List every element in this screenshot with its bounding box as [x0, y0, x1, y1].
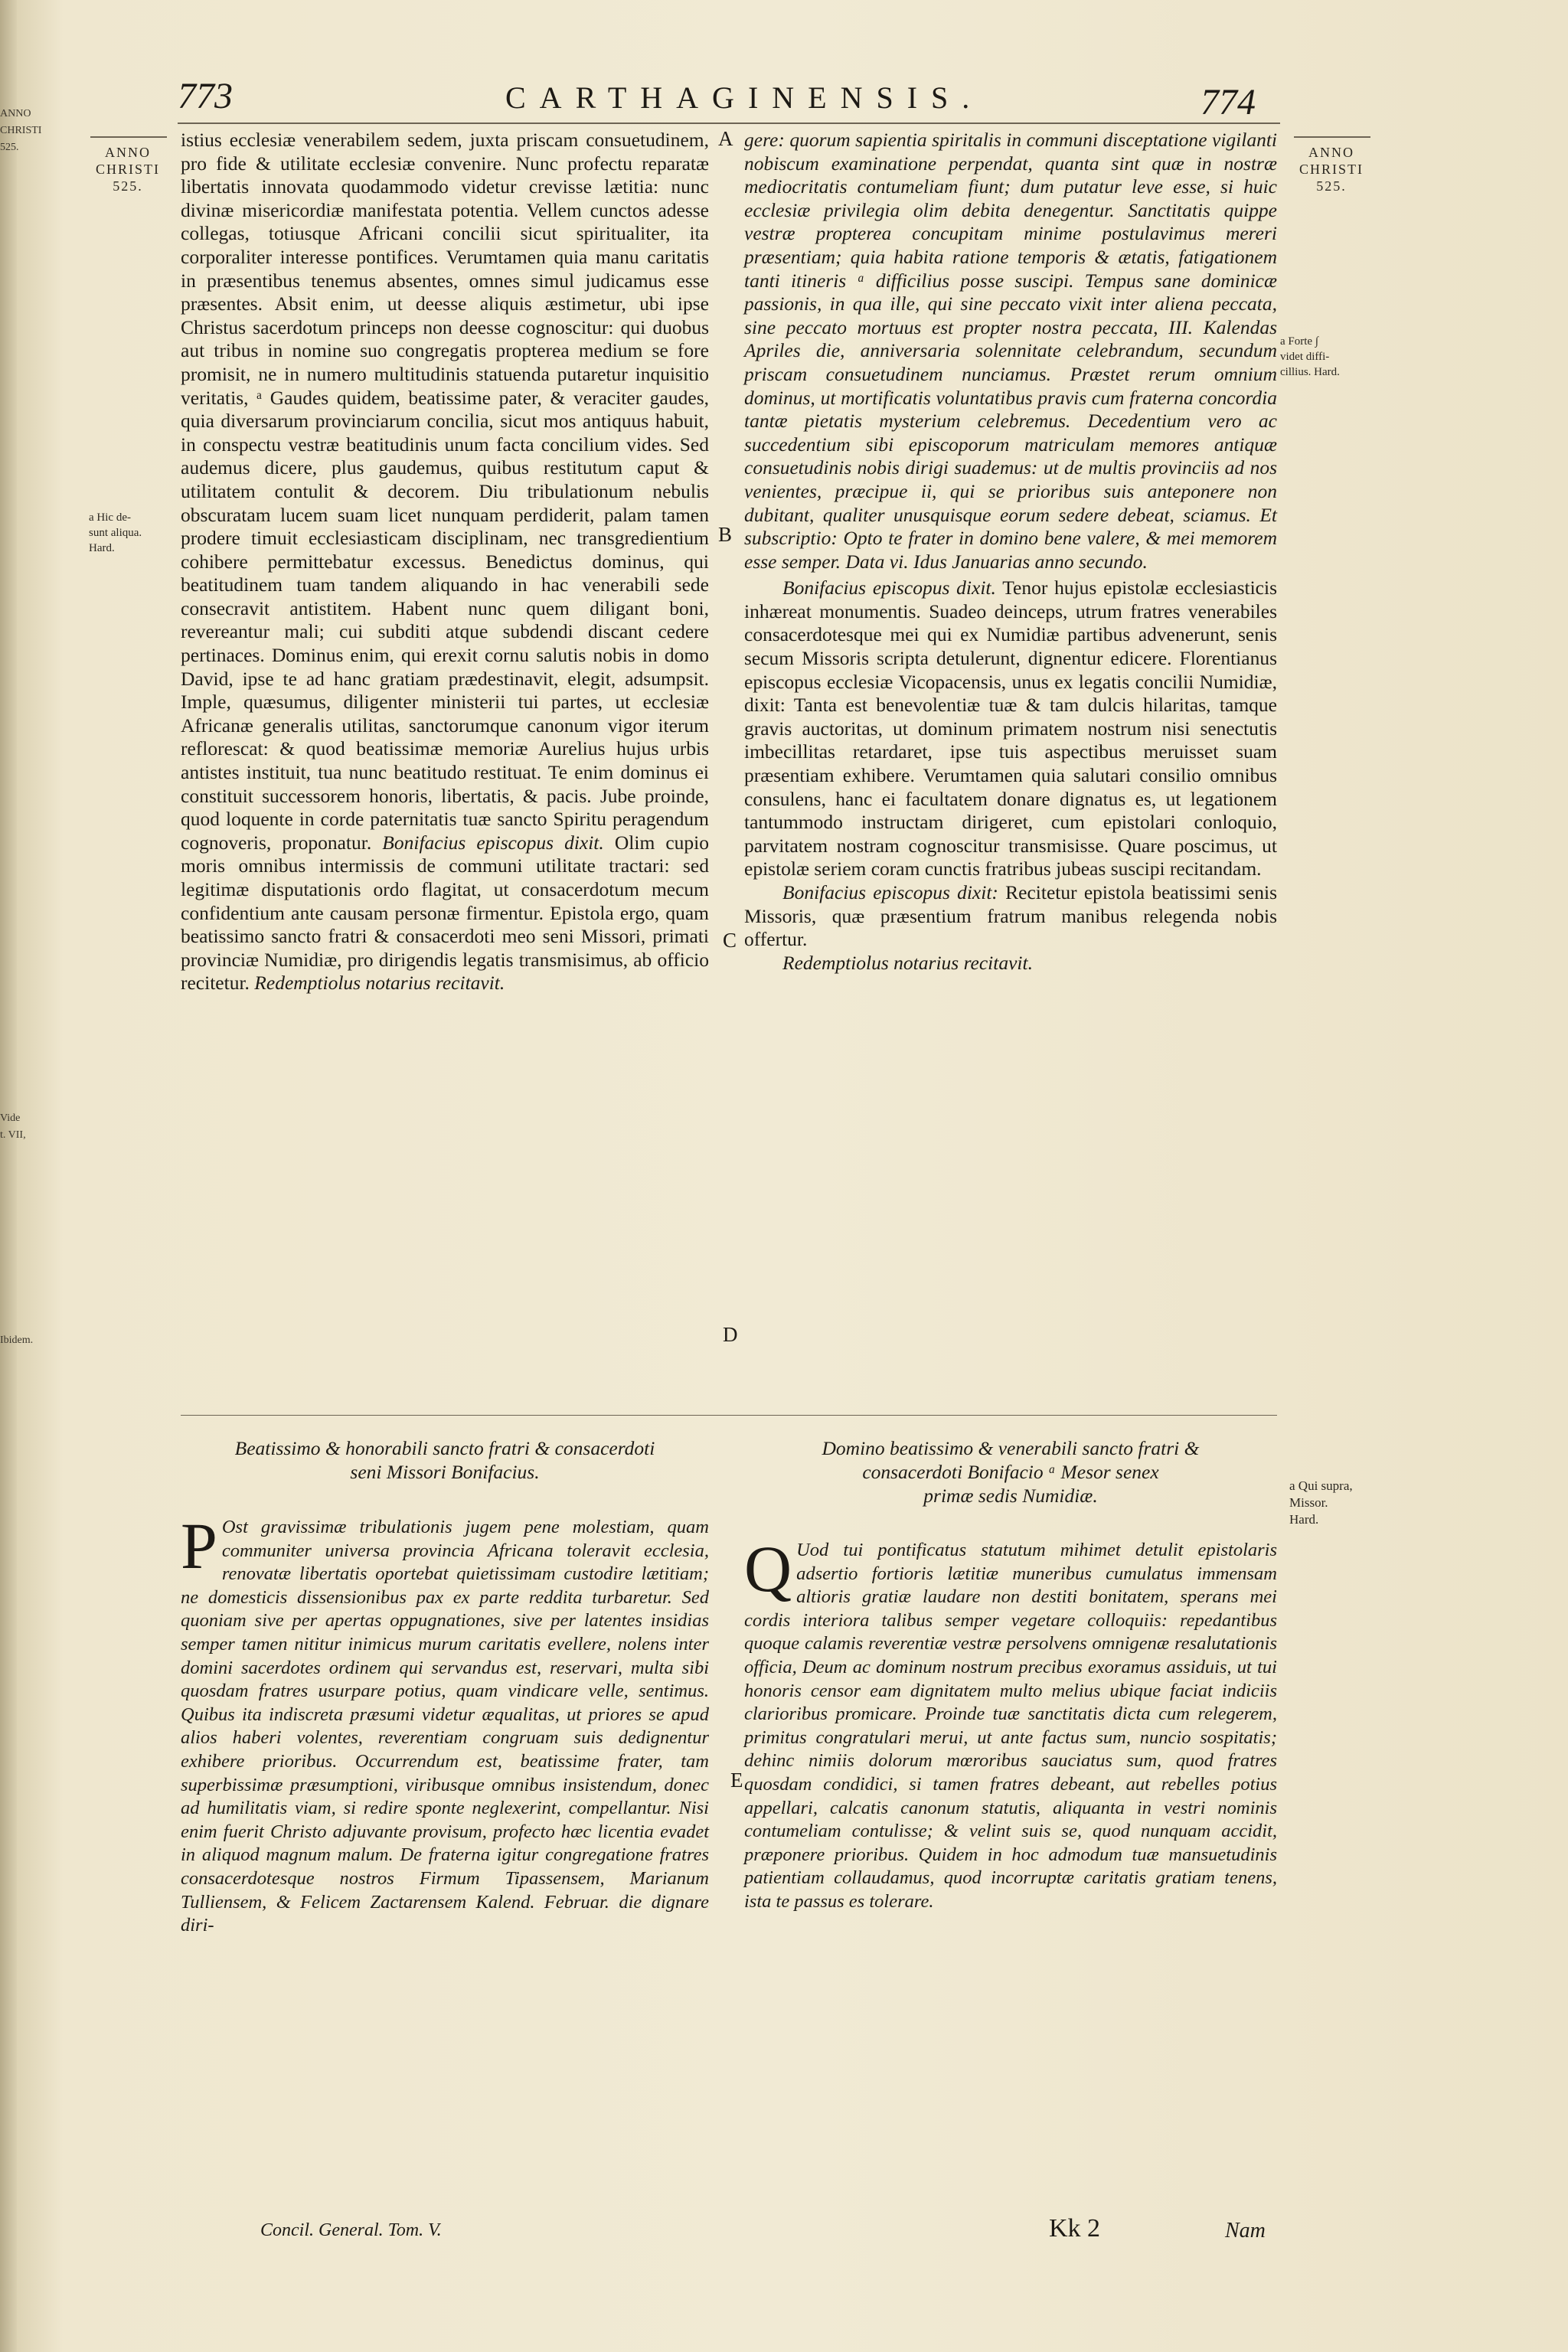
anno-right-year: 525.: [1316, 178, 1347, 194]
section-letter-a: A: [718, 127, 733, 150]
note-line: a Qui supra,: [1289, 1478, 1353, 1493]
running-title: CARTHAGINENSIS.: [505, 80, 984, 115]
prev-margin-year: 525.: [0, 142, 19, 153]
section-letter-e: E: [730, 1769, 743, 1792]
letter-left-heading: [181, 1436, 709, 1484]
divider-rule: [181, 1415, 1277, 1416]
letter-right: [744, 1532, 1277, 1914]
previous-page-margin: [0, 107, 42, 1351]
left-column: [181, 129, 709, 995]
right-column-text3: Recitetur epistola beatissimi senis Missoris, quæ præsentium fratrum manibus relegenda nobis offertur.: [744, 881, 1277, 951]
left-reader: Redemptiolus notarius recitavit.: [254, 972, 505, 995]
section-letter-c: C: [723, 929, 737, 952]
anno-right: [1289, 144, 1374, 194]
anno-left-year: 525.: [113, 178, 143, 194]
prev-margin-vide-ref: t. VII,: [0, 1129, 26, 1141]
note-line: Missor.: [1289, 1495, 1328, 1510]
right-reader: Redemptiolus notarius recitavit.: [782, 951, 1033, 974]
note-line: a Hic de-: [89, 511, 131, 524]
note-line: cillius. Hard.: [1280, 366, 1340, 378]
anno-right-christi: CHRISTI: [1298, 162, 1364, 177]
prev-margin-vide: Vide: [0, 1112, 21, 1124]
heading-line: Beatissimo & honorabili sancto fratri & consacerdoti: [234, 1437, 655, 1459]
page-number-left: 773: [178, 76, 233, 116]
right-speaker2: Bonifacius episcopus dixit:: [782, 881, 998, 903]
letter-left: [181, 1509, 709, 1938]
drop-cap-p: P: [181, 1509, 217, 1583]
note-line: sunt aliqua.: [89, 527, 142, 539]
prev-margin-christi: CHRISTI: [0, 125, 42, 136]
right-column-text: gere: quorum sapientia spiritalis in communi disceptatione vigilanti nobiscum examinatione perpendat, quanta sint quæ in nostræ mediocritatis contumeliam fiunt; dum putatur leve esse, si huic ecclesiæ privilegia olim debita denegentur. Sanctitatis quippe vestræ propterea concupitam minime postulavimus mereri præsentiam; quia habita ratione temporis & ætatis, fatigationem tanti itineris ᵃ difficilius posse suscipi. Tempus sane dominicæ passionis, in qua ille, qui sine peccato vixit inter aliena peccata, sine peccato mortuus est propter nostra peccata, III. Kalendas Apriles die, anniversaria solennitate celebrandum, secundum priscam consuetudinem nunciamus. Præstet rerum omnium dominus, ut mortificatis voluntatibus pravis cum fraterna concordia tantæ pietatis mysterium celebremus. Decedentium vero ac succedentium sibi episcoporum matriculam memores antiquæ consuetudinis nobis dirigi suademus: ut de multis provinciis ad nos venientes, præcipue ii, qui se prioribus suis anteponere non dubitant, qualiter unusquisque eorum sedere debeat, sciamus. Et subscriptio: Opto te frater in domino bene valere, & mei memorem esse semper. Data vi. Idus Januarias anno secundo.: [744, 129, 1277, 573]
right-speaker: Bonifacius episcopus dixit.: [782, 577, 996, 599]
letter-right-heading: [744, 1436, 1277, 1508]
heading-line: seni Missori Bonifacius.: [350, 1461, 540, 1483]
anno-left-christi: CHRISTI: [95, 162, 160, 177]
margin-note-forte: [1280, 334, 1372, 380]
right-column-text2: Tenor hujus epistolæ ecclesiasticis inhæreat monumentis. Suadeo deinceps, utrum fratres venerabiles consacerdotesque mei qui ex Numidiæ partibus advenerunt, senis secum Missoris scripta detulerunt, dignentur edicere. Florentianus episcopus ecclesiæ Vicopacensis, unus ex legatis concilii Numidiæ, dixit: Tanta est benevolentiæ tuæ & tam dulcis hilaritas, tamque gravis auctoritas, ut dominum primatem nostrum nisi senectutis imbecillitas retardaret, ipse tuis aspectibus meruisset suam præsentiam exhibere. Verumtamen quia salutari consilio omnibus consulens, hanc ei facultatem donare dignatus es, ut legationem tantummodo instructam dirigeret, cum epistolari conloquio, parvitatem nostram cognoscitur transmisisse. Quare poscimus, ut epistolæ seriem coram cunctis fratribus jubeas suscipi recitandam.: [744, 577, 1277, 880]
left-column-text: istius ecclesiæ venerabilem sedem, juxta priscam consuetudinem, pro fide & utilitate ecclesiæ convenire. Nunc profectu reparatæ libertatis innovata quodammodo videtur crevisse lætitia: nunc divinæ misericordiæ manifestata potentia. Vellem cunctos adesse collegas, totiusque Africani concilii sicut spiritualiter, ita corporaliter interesse pontifices. Verumtamen quia manu caritatis in præsentibus tenemus absentes, omnes simul judicamus esse præsentes. Absit enim, ut deesse aliquis æstimetur, ubi ipse Christus sacerdotum princeps non deesse cognoscitur: qui duobus aut tribus in nomine suo congregatis propterea medium se fore promisit, ne in numero multitudinis statuenda putaretur inquisitio veritatis, ᵃ Gaudes quidem, beatissime pater, & veraciter gaudes, quia diversarum provinciarum concilia, sicut mos antiquus habuit, in conspectu vestræ beatitudinis unum facta concilium vides. Sed audemus dicere, plus gaudemus, quibus restitutum caput & utilitatem contulit & decorem. Diu tribulationum nebulis obscuratam lucem suam licet nunquam perdiderit, palam tamen prodere timuit ecclesiasticam disciplinam, nec transgredientium cohibere permittebatur excessus. Benedictus dominus, qui beatitudinem tuam tandem aliquando in hac venerabili sede consecravit antistitem. Habent nunc quem diligant boni, revereantur mali; cui subditi atque subdendi discant cedere pertinaces. Dominus enim, qui erexit cornu salutis nobis in domo David, ipse te ad hanc gratiam prædestinavit, elegit, adsumpsit. Imple, quæsumus, diligenter ministerii tui partes, ut ecclesiæ Africanæ generalis utilitas, sanctorumque canonum vigor iterum reflorescat: & quod beatissimæ memoriæ Aurelius hujus urbis antistes instituit, tua nunc beatitudo restituat. Te enim dominus ei constituit successorem honoris, libertatis, & pacis. Jube proinde, quod loquente in corde paternitatis tuæ sancto Spiritu peragendum cognoveris, proponatur.: [181, 129, 709, 854]
letter-left-text: Ost gravissimæ tribulationis jugem pene molestiam, quam communiter universa provincia Africana toleravit ecclesia, renovatæ libertatis oportebat quietissimam custodire lætitiam; ne domesticis dissensionibus pax ex parte reddita turbaretur. Sed quoniam sive per apertas oppugnationes, sive per latentes insidias semper tamen nititur inimicus murum caritatis evellere, nolens inter domini sacerdotes ordinem qui servandus est, reservari, multa sibi quosdam fratres usurpare potius, quam vindicare velle, sentimus. Quibus ita indiscreta præsumi videtur æqualitas, ut priores se apud alios haberi volentes, reverentiam congruam suis dedignentur exhibere prioribus. Occurrendum est, beatissime frater, tam superbissimæ præsumptioni, viribusque omnibus insistendum, donec ad humilitatis viam, si redire sponte neglexerint, compellantur. Nisi enim fuerit Christo adjuvante provisum, profecto hæc licentia evadet in aliquod magnum malum. De fraterna igitur congregatione fratres consacerdotesque nostros Firmum Tipassensem, Marianum Tulliensem, & Felicem Zactarensem Kalend. Februar. die dignare diri-: [181, 1517, 709, 1936]
drop-cap-q: Q: [744, 1532, 792, 1606]
volume-line: Concil. General. Tom. V.: [260, 2220, 442, 2240]
anno-left-rule: [90, 136, 167, 138]
heading-line: Domino beatissimo & venerabili sancto fratri &: [822, 1437, 1200, 1459]
note-line: videt diffi-: [1280, 351, 1330, 363]
prev-margin-ibidem: Ibidem.: [0, 1334, 34, 1346]
section-letter-b: B: [718, 523, 733, 546]
margin-note-hic-desunt: [89, 510, 173, 556]
anno-left: [86, 144, 170, 194]
heading-line: consacerdoti Bonifacio ᵃ Mesor senex: [862, 1461, 1159, 1483]
heading-line: primæ sedis Numidiæ.: [923, 1485, 1098, 1507]
header-rule: [178, 122, 1280, 124]
page-number-right: 774: [1200, 82, 1256, 122]
page-header: [0, 75, 1568, 129]
section-letter-d: D: [723, 1323, 738, 1346]
catchword: Nam: [1225, 2219, 1266, 2243]
letter-right-text: Uod tui pontificatus statutum mihimet detulit epistolaris adsertio fortioris lætitiæ muneribus cumulatus immensam altioris gratiæ laudare non destiti bonitatem, sperans mei cordis interiora talibus semper vegetare colloquiis: repedantibus quoque calamis reverentiæ vestræ persolvens omnigenæ resalutationis officia, Deum ac dominum nostrum precibus exoramus assiduis, ut tui honoris censor eam dignitatem multo melius ubique faciat indiciis clarioribus promicare. Proinde tuæ sanctitatis dicta cum relegerem, primitus congratulari merui, ut ante factus sum, nuncio sospitatis; dehinc nimiis dolorum mœroribus sauciatus sum, quod fratres quosdam condidici, si tamen fratres debeant, aut rebelles potius appellari, calcatis canonum statutis, aliquanta in vestri nominis contumeliam contulisse; & velint suis se, quod nunquam accidit, præponere prioribus. Quidem in hoc admodum tuæ mansuetudinis patientiam collaudamus, quod incorruptæ caritatis gratiam tenens, ista te passus es tolerare.: [744, 1540, 1277, 1912]
anno-right-rule: [1294, 136, 1370, 138]
signature-mark: Kk 2: [1049, 2214, 1101, 2243]
note-line: a Forte ∫: [1280, 335, 1318, 348]
note-line: Hard.: [89, 542, 115, 554]
margin-note-qui-supra: [1289, 1478, 1381, 1528]
anno-left-word: ANNO: [105, 145, 151, 160]
right-column: [744, 129, 1277, 975]
left-speaker: Bonifacius episcopus dixit.: [382, 831, 604, 854]
left-column-text2: Olim cupio moris omnibus intermissis de communi utilitate tractari: sed legitimæ disputationis ordo flagitat, ut consacerdotum mecum confidentium ante causam personæ firmentur. Epistola ergo, quam beatissimo sancto fratri & consacerdoti meo seni Missori, primati provinciæ Numidiæ, pro dirigendis legatis transmisimus, ab officio recitetur.: [181, 831, 710, 995]
prev-margin-anno: ANNO: [0, 108, 31, 119]
anno-right-word: ANNO: [1308, 145, 1354, 160]
note-line: Hard.: [1289, 1512, 1319, 1527]
